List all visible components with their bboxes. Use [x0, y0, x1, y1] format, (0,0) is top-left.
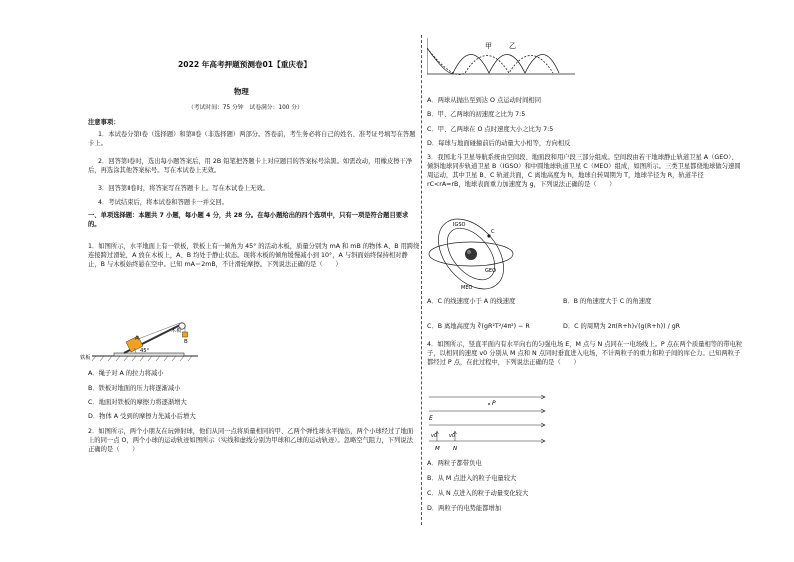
paper-title: 2022 年高考押题预测卷01【重庆卷】	[178, 60, 312, 69]
label-m: M	[435, 446, 440, 452]
label-geo: GEO	[485, 268, 496, 274]
label-meo: MEO	[461, 285, 473, 291]
question-4-stem: 4．如图所示，竖直平面内有水平向右的匀强电场 E，M 点与 N 点同在一电场线上。P 点在两个质量相等的带电粒子，以相同的速度 v0 分别从 M 点和 N 点同时垂直进入电场，不计两粒子的重力和粒子间的库仑力。已知两粒子都经过 P 点，在此过程中，下列说法正确的是（ ）	[427, 341, 743, 366]
block-b	[183, 332, 188, 337]
q2-option-d: D．每球与地面碰撞前后的动量大小相等，方向相反	[427, 140, 571, 147]
section-heading: 一、单项选择题：本题共 7 小题，每小题 4 分，共 28 分。在每小题给出的四个选项中，只有一项是符合题目要求的。	[88, 212, 409, 228]
q4-option-c: C．从 N 点进入的粒子动量变化较大	[427, 490, 529, 497]
q3-option-b: B．B 的角速度大于 C 的角速度	[563, 298, 652, 305]
q1-option-c: C．地面对铁板的摩擦力将逐渐增大	[88, 399, 187, 406]
label-angle: 45°	[140, 348, 150, 354]
notice-item: 2．回答第Ⅰ卷时，选出每小题答案后，用 2B 铅笔把答题卡上对应题目的答案标号涂黑。如需改动，用橡皮擦干净后，再选涂其他答案标号。写在本试卷上无效。	[88, 158, 413, 174]
q1-option-b: B．铁板对地面的压力将逐渐减小	[88, 385, 181, 392]
label-yi: 乙	[509, 42, 516, 50]
earth	[465, 248, 477, 260]
trajectory-jia	[427, 48, 559, 73]
label-jia: 甲	[485, 42, 492, 50]
label-b: B	[184, 339, 188, 345]
q3-figure	[427, 218, 537, 292]
label-a: A	[135, 335, 139, 342]
label-e: E	[429, 415, 433, 422]
question-2-stem: 2．如图所示，两个小朋友在玩弹射球，他们从同一点将质量相同的甲、乙两个弹性球水平抛出，两个小球经过了地面上的同一点 O，两个小球的运动轨迹如图所示（实线和虚线分别为甲球和乙球的运动轨迹）。忽略空气阻力，下列说法正确的是（ ）	[88, 428, 414, 453]
label-v0-m: v0	[431, 433, 438, 439]
label-p: P	[492, 400, 496, 407]
label-v0-n: v0	[449, 433, 456, 439]
label-igso: IGSO	[453, 222, 466, 228]
q4-figure	[427, 393, 552, 455]
q4-option-b: B．从 M 点进入的粒子电量较大	[427, 475, 517, 482]
q1-option-a: A．绳子对 A 的拉力将减小	[88, 370, 164, 377]
q4-option-d: D．两粒子的电势能都增加	[427, 505, 502, 512]
exam-info: （考试时间：75 分钟 试卷满分：100 分）	[188, 105, 303, 111]
q3-option-a: A．C 的线速度小于 A 的线速度	[427, 298, 516, 305]
column-divider	[421, 35, 422, 525]
label-n: N	[453, 446, 458, 452]
subject-heading: 物理	[234, 87, 249, 96]
notice-item: 3．回答第Ⅱ卷时，将答案写在答题卡上。写在本试卷上无效。	[98, 185, 269, 192]
question-3-stem: 3．我国北斗卫星导航系统由空间段、地面段和用户段三部分组成。空间段由若干地球静止轨道卫星 A（GEO）、倾斜地球同步轨道卫星 B（IGSO）和中圆地球轨道卫星 C（MEO）组成，如图所示。三类卫星都绕地球做匀速圆周运动，其中卫星 B、C 轨道共面，C 离地高度为 h，地球自转周期为 T，地球半径为 R，轨道半径 rC<rA=rB，地球表面重力加速度为 g，下列说法正确的是（ ）	[427, 154, 741, 188]
q2-option-c: C．甲、乙两球在 O 点时速度大小之比为 7:5	[427, 126, 554, 133]
q2-option-a: A．两球从抛出至到达 O 点运动时间相同	[427, 97, 542, 104]
question-1-stem: 1．如图所示，水平地面上有一铁板，铁板上有一倾角为 45° 的活动木板，质量分别为 mA 和 mB 的物体 A、B 用跨绕连接跨过滑轮，A 放在木板上，A、B 均处于静止状态。现将木板的倾角缓慢减小到 10°，A 与斜面始终保持相对静止，B 与木板始终悬在空中。已知 mA＝2mB，不计滑轮摩擦。下列说法正确的是（ ）	[88, 243, 420, 268]
q1-option-d: D．物体 A 受到的摩擦力先减小后增大	[88, 413, 196, 420]
q2-figure	[427, 36, 577, 78]
q3-option-c: C．B 离地高度为 ∛(gR²T²/4π²) − R	[427, 323, 530, 330]
q4-option-a: A．两粒子都带负电	[427, 460, 482, 467]
label-iron: 铁板	[80, 355, 91, 361]
q2-option-b: B．甲、乙两球的初速度之比为 7:5	[427, 111, 526, 118]
label-c: C	[491, 229, 495, 235]
notice-item: 4．考试结束后，将本试卷和答题卡一并交回。	[98, 199, 228, 206]
ground-hatch	[92, 356, 192, 361]
earth-highlight	[467, 250, 471, 254]
q3-option-d: D．C 的周期为 2π(R+h)√(g(R+h)) / gR	[563, 323, 681, 330]
field-lines	[429, 395, 545, 443]
point-p	[488, 403, 490, 405]
notice-heading: 注意事项：	[88, 119, 120, 126]
notice-item: 1．本试卷分第Ⅰ卷（选择题）和第Ⅱ卷（非选择题）两部分。答卷前，考生务必将自己的姓名、准考证号填写在答题卡上。	[88, 131, 416, 147]
label-board: 木板	[171, 328, 182, 334]
q1-figure	[78, 320, 218, 366]
